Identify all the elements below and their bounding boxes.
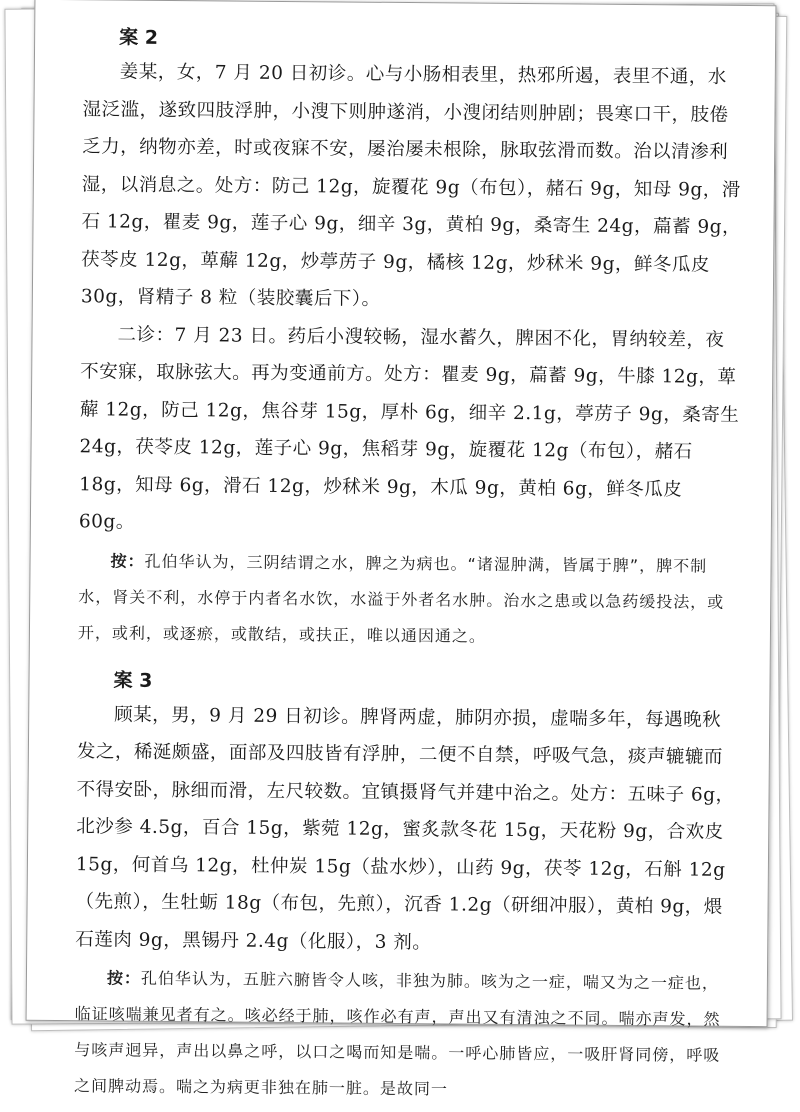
- case-2-commentary: [78, 543, 739, 657]
- case-3-commentary: [74, 960, 735, 1110]
- case-3-heading: 案 3: [113, 668, 153, 692]
- commentary-text: 孔伯华认为，五脏六腑皆令人咳，非独为肺。咳为之一症，喘又为之一症也，临证咳喘兼见者有之。咳必经于肺，咳作必有声，声出又有清浊之不同。喘亦声发，然与咳声迥异，声出以鼻之呼，以口之喝而知是喘。一呼心肺皆应，一吸肝肾同傍，呼吸之间脾动焉。喘之为病更非独在肺一脏。是故同一: [73, 968, 721, 1099]
- commentary-lead: 按：: [106, 968, 142, 988]
- document-page: [26, 0, 777, 1099]
- case-3-first-visit: 顾某，男，9 月 29 日初诊。脾肾两虚，肺阴亦损，虚喘多年，每遇晚秋发之，稀涎颇盛，面部及四肢皆有浮肿，二便不自禁，呼吸气急，痰声辘辘而不得安卧，脉细而滑，左尺较数。宜镇摄肾气并建中治之。处方：五味子 6g，北沙参 4.5g，百合 15g，紫菀 12g，蜜炙款冬花 15g，天花粉 9g，合欢皮 15g，何首乌 12g，杜仲炭 15g（盐水炒），山药 9g，茯苓 12g，石斛 12g（先煎），生牡蛎 18g（布包，先煎），沉香 1.2g（研细冲服），黄柏 9g，煨石莲肉 9g，黑锡丹 2.4g（化服），3 剂。: [75, 704, 735, 953]
- case-2-first-visit: 姜某，女，7 月 20 日初诊。心与小肠相表里，热邪所遏，表里不通，水湿泛滥，遂致四肢浮肿，小溲下则肿遂消，小溲闭结则肿剧；畏寒口干，肢倦乏力，纳物亦差，时或夜寐不安，屡治屡未根除，脉取弦滑而数。治以清渗利湿，以消息之。处方：防己 12g，旋覆花 9g（布包），赭石 9g，知母 9g，滑石 12g，瞿麦 9g，莲子心 9g，细辛 3g，黄柏 9g，桑寄生 24g，萹蓄 9g，茯苓皮 12g，萆薢 12g，炒葶苈子 9g，橘核 12g，炒秫米 9g，鲜冬瓜皮 30g，肾精子 8 粒（装胶囊后下）。: [80, 61, 742, 310]
- page-content: [74, 8, 744, 1112]
- case-2-heading: 案 2: [119, 26, 159, 49]
- commentary-text: 孔伯华认为，三阴结谓之水，脾之为病也。“诸湿肿满，皆属于脾”，脾不制水，肾关不利，水停于内者名水饮，水溢于外者名水肿。治水之患或以急药缓投法，或开，或利，或逐瘀，或散结，或扶正，唯以通因通之。: [77, 551, 725, 646]
- commentary-lead: 按：: [110, 550, 145, 571]
- case-2-second-visit: 二诊：7 月 23 日。药后小溲较畅，湿水蓄久，脾困不化，胃纳较差，夜不安寐，取脉弦大。再为变通前方。处方：瞿麦 9g，萹蓄 9g，牛膝 12g，萆薢 12g，防己 12g，焦谷芽 15g，厚朴 6g，细辛 2.1g，葶苈子 9g，桑寄生 24g，茯苓皮 12g，莲子心 9g，焦稻芽 9g，旋覆花 12g（布包），赭石 18g，知母 6g，滑石 12g，炒秫米 9g，木瓜 9g，黄柏 6g，鲜冬瓜皮 60g。: [78, 324, 740, 533]
